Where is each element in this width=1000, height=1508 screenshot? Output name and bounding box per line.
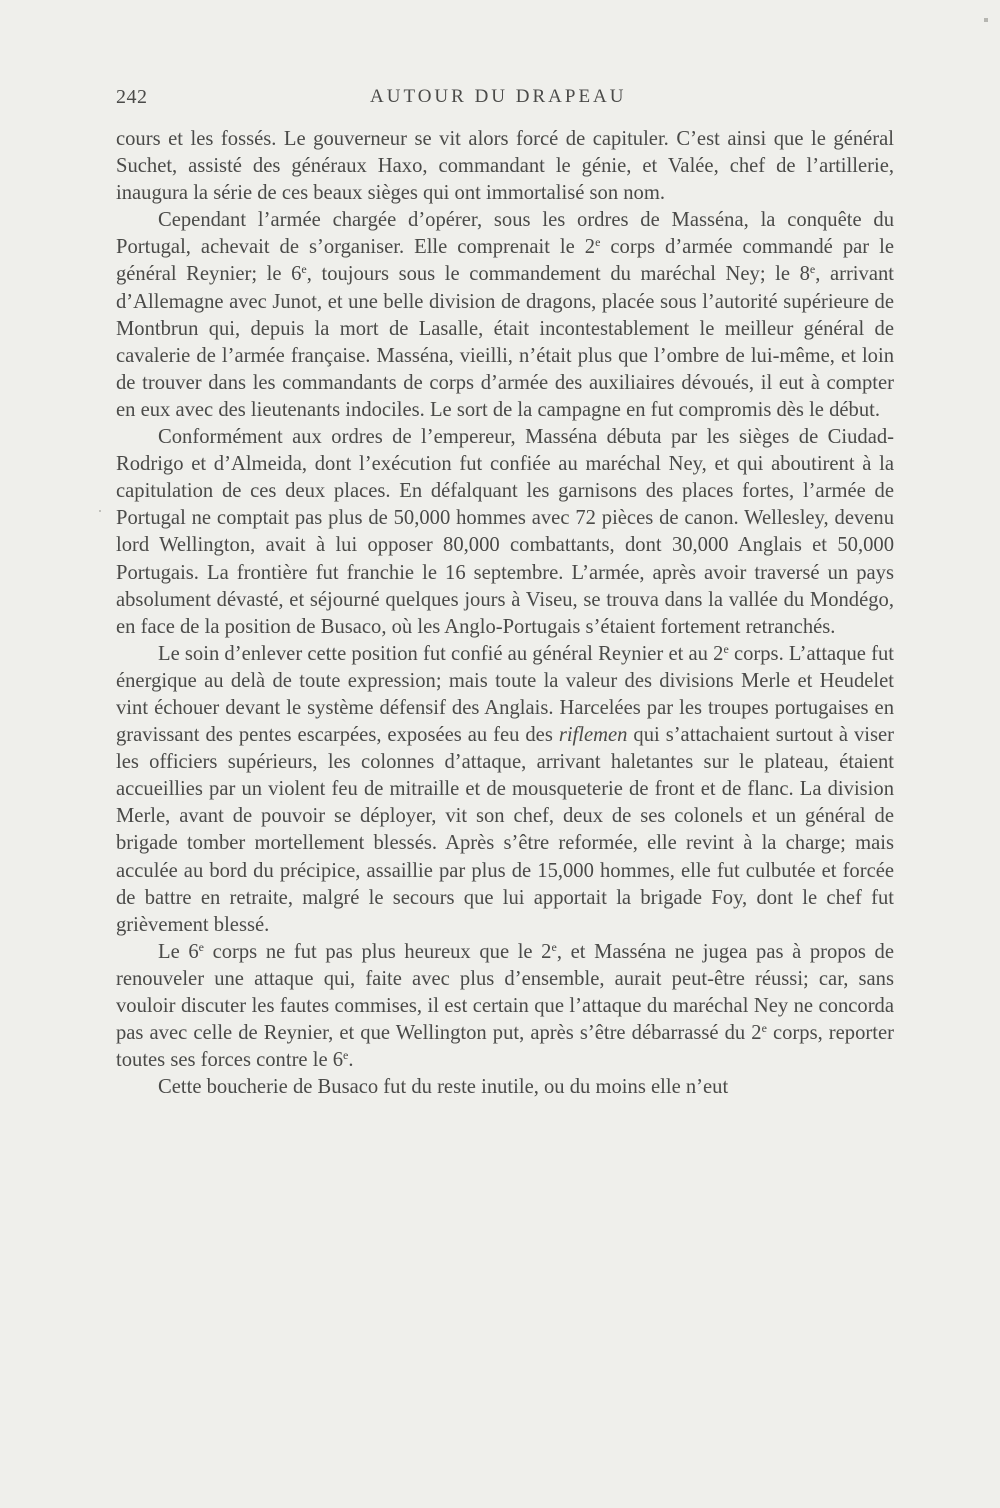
page-number: 242 [116,86,148,108]
paragraph-text: corps, reporter toutes ses forces contre le 6 [116,1022,894,1072]
paragraph [116,1074,894,1101]
ordinal-superscript: e [551,939,557,954]
paragraph-text: cours et les fossés. Le gouverneur se vit alors forcé de capituler. C’est ainsi que le général Suchet, assisté des généraux Haxo, commandant le génie, et Valée, chef de l’artillerie, inaugura la série de ces beaux sièges qui ont immortalisé son nom. [116,128,894,205]
paragraph-text: Cependant l’armée chargée d’opérer, sous les ordres de Masséna, la conquête du Portugal, achevait de s’organiser. Elle comprenait le 2 [116,209,894,259]
paragraph-text: corps. L’attaque fut énergique au delà de toute expression; mais toute la valeur des divisions Merle et Heudelet vint échouer devant le système défensif des Anglais. Harcelées par les troupes portugaises en gravissant des pentes escarpées, exposées au feu des [116,642,894,747]
paragraph [116,939,894,1074]
ordinal-superscript: e [343,1048,349,1063]
paragraph-text: Cette boucherie de Busaco fut du reste inutile, ou du moins elle n’eut [158,1076,729,1099]
italic-term: riflemen [558,724,628,747]
paragraph-text: , arrivant d’Allemagne avec Junot, et une belle division de dragons, placée sous l’autorité supérieure de Montbrun qui, depuis la mort de Lasalle, était incontestablement le meilleur général de cavalerie de l’armée française. Masséna, vieilli, n’était plus que l’ombre de lui-même, et loin de trouver dans les commandants de corps d’armée des auxiliaires dévoués, il eut à compter en eux avec des lieutenants indociles. Le sort de la campagne en fut compromis dès le début. [116,263,894,421]
paragraph [116,207,894,424]
body-text [116,126,894,1101]
paragraph-text: , et Masséna ne jugea pas à propos de renouveler une attaque qui, faite avec plus d’ensemble, aurait peut-être réussi; car, sans vouloir discuter les fautes commises, il est certain que l’attaque du maréchal Ney ne concorda pas avec celle de Reynier, et que Wellington put, après s’être débarrassé du 2 [116,940,894,1045]
scan-corner-mark [984,18,988,22]
paragraph-text: Conformément aux ordres de l’empereur, Masséna débuta par les sièges de Ciudad-Rodrigo et d’Almeida, dont l’exécution fut confiée au maréchal Ney, et qui aboutirent à la capitulation de ces deux places. En défalquant les garnisons des places fortes, l’armée de Portugal ne comptait pas plus de 50,000 hommes avec 72 pièces de canon. Wellesley, devenu lord Wellington, avait à lui opposer 80,000 combattants, dont 30,000 Anglais et 50,000 Portugais. La frontière fut franchie le 16 septembre. L’armée, après avoir traversé un pays absolument dévasté, et séjourné quelques jours à Viseu, se trouva dans la vallée du Mondégo, en face de la position de Busaco, où les Anglo-Portugais s’étaient fortement retranchés. [116,426,894,638]
paragraph-text: corps d’armée commandé par le général Reynier; le 6 [116,236,894,286]
paragraph-text: Le soin d’enlever cette position fut confié au général Reynier et au 2 [158,642,724,665]
ordinal-superscript: e [595,235,601,250]
ordinal-superscript: e [301,262,307,277]
paragraph-text: corps ne fut pas plus heureux que le 2 [203,940,552,963]
ordinal-superscript: e [809,262,816,277]
ordinal-superscript: e [198,939,204,954]
paragraph [116,424,894,641]
running-title: AUTOUR DU DRAPEAU [370,86,627,107]
ordinal-superscript: e [723,641,729,656]
paragraph [116,641,894,939]
paragraph-text: , toujours sous le commandement du maréchal Ney; le 8 [306,263,810,286]
paragraph [116,126,894,207]
page-header [116,86,894,116]
ordinal-superscript: e [761,1021,767,1036]
scan-dust-mark [99,510,101,512]
paragraph-text: . [348,1049,354,1072]
paragraph-text: Le 6 [158,940,199,963]
paragraph-text: qui s’attachaient surtout à viser les officiers supérieurs, les colonnes d’attaque, arrivant haletantes sur le plateau, étaient accueillies par un violent feu de mitraille et de mousqueterie de front et de flanc. La division Merle, avant de pouvoir se déployer, vit son chef, deux de ses colonels et un général de brigade tomber mortellement blessés. Après s’être reformée, elle revint à la charge; mais acculée au bord du précipice, assaillie par plus de 15,000 hommes, elle fut culbutée et forcée de battre en retraite, malgré le secours que lui apportait la brigade Foy, dont le chef fut grièvement blessé. [116,724,894,936]
